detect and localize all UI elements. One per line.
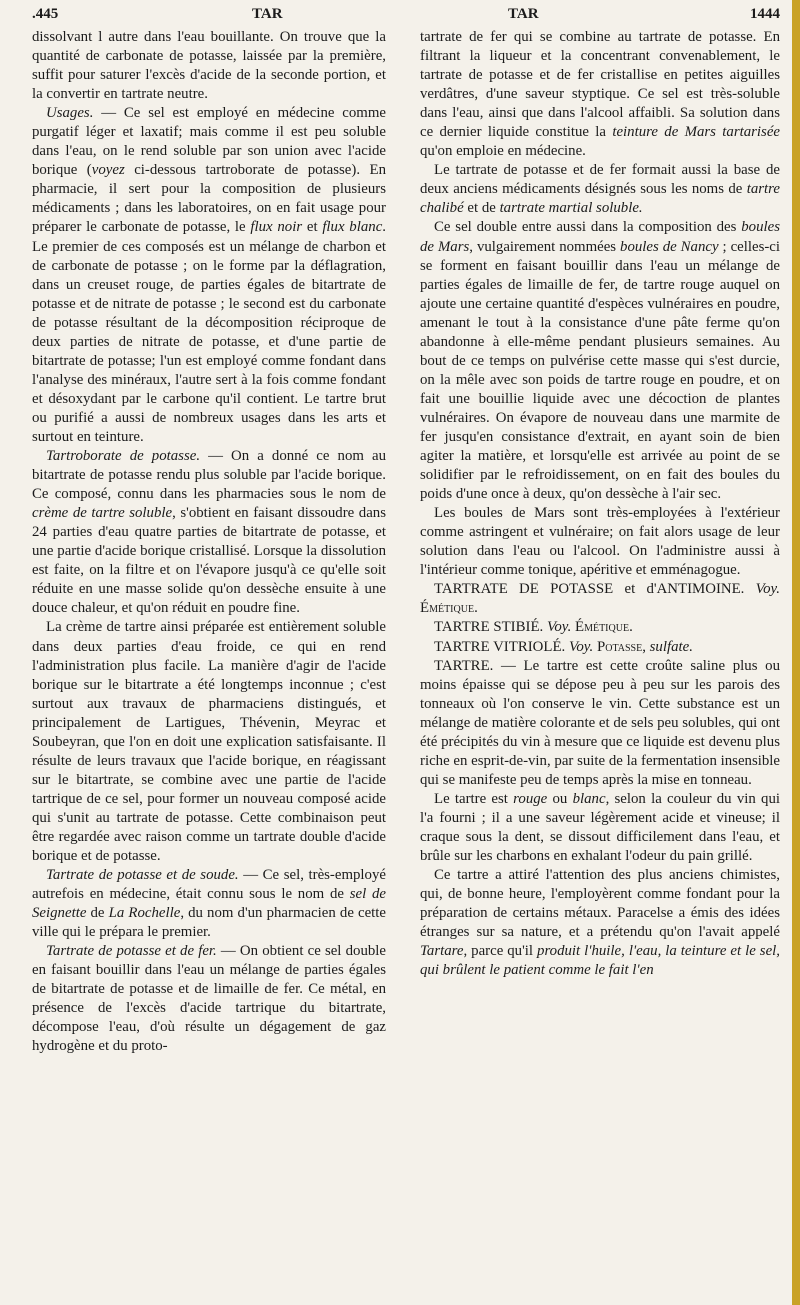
left-paragraph: dissolvant l autre dans l'eau bouillante. On trouve que la quantité de carbonate de potasse, laissée par la première, suffit pour saturer l'excès d'acide de la seconde portion, et la convertir en tartrate neutre. [32,29,386,103]
running-title-right: TAR [508,6,539,22]
left-paragraph: Usages. — Ce sel est employé en médecine comme purgatif léger et laxatif; mais comme il est peu soluble dans l'eau, on le rend soluble par son union avec l'acide borique (voyez ci-dessous tartroborate de potasse). En pharmacie, il sert pour la composition de plusieurs médicaments ; dans les laboratoires, on en fait usage pour préparer le carbonate de potasse, le flux noir et flux blanc. Le premier de ces composés est un mélange de charbon et de carbonate de potasse ; on le forme par la déflagration, dans un creuset rouge, de parties égales de bitartrate de potasse et de nitrate de potasse ; le second est du carbonate de potasse résultant de la décomposition réciproque de deux parties de nitrate de potasse, et d'une partie de bitartrate de potasse; l'un est employé comme fondant dans l'analyse des minéraux, l'autre sert à la fois comme fondant et désoxydant par le carbone qu'il contient. Le tartre brut ou purifié a aussi de nombreux usages dans les arts et surtout en teinture. [32,105,387,445]
right-paragraph: Le tartrate de potasse et de fer formait aussi la base de deux anciens médicaments désignés sous les noms de tartre chalibé et de tartrate martial soluble. [420,162,780,217]
page-edge-strip [792,0,800,1305]
right-paragraph: TARTRE VITRIOLÉ. Voy. Potasse, sulfate. [434,638,693,655]
left-paragraph: Tartroborate de potasse. — On a donné ce nom au bitartrate de potasse rendu plus soluble par l'acide borique. Ce composé, connu dans les pharmacies sous le nom de crème de tartre soluble, s'obtient en faisant dissoudre dans 24 parties d'eau quatre parties de bitartrate de potasse, et une partie d'acide borique cristallisé. Lorsque la dissolution est faite, on la filtre et on l'évapore jusqu'à ce qu'elle soit réduite en une masse solide qu'on dessèche ensuite à une douce chaleur, et qu'on réduit en poudre fine. [32,448,387,617]
running-title-left: TAR [252,6,283,22]
right-paragraph: TARTRATE DE POTASSE et d'ANTIMOINE. Voy. Émétique. [420,581,780,617]
right-paragraph: tartrate de fer qui se combine au tartrate de potasse. En filtrant la liqueur et la concentrant convenablement, le tartrate de potasse et de fer cristallise en petites aiguilles verdâtres, d'une saveur styptique. Ce sel est très-soluble dans l'eau, ainsi que dans l'alcool affaibli. Sa solution dans ce dernier liquide constitue la teinture de Mars tartarisée qu'on emploie en médecine. [420,29,780,160]
page-number-left: .445 [32,6,59,22]
right-paragraph: TARTRE STIBIÉ. Voy. Émétique. [434,619,633,636]
right-paragraph: Ce tartre a attiré l'attention des plus anciens chimistes, qui, de bonne heure, l'employèrent comme fondant pour la préparation de certains métaux. Paracelse a émis des idées étranges sur sa nature, et a prétendu qu'on l'avait appelé Tartare, parce qu'il produit l'huile, l'eau, la teinture et le sel, qui brûlent le patient comme le fait l'en [420,867,780,979]
running-header [32,6,780,28]
right-column [420,28,780,980]
right-paragraph: Les boules de Mars sont très-employées à l'extérieur comme astringent et vulnéraire; on fait alors usage de leur solution dans l'eau ou l'alcool. On l'administre aussi à l'intérieur comme tonique, apéritive et emménagogue. [420,505,780,579]
left-paragraph: Tartrate de potasse et de soude. — Ce sel, très-employé autrefois en médecine, était connu sous le nom de sel de Seignette de La Rochelle, du nom d'un pharmacien de cette ville qui le prépara le premier. [32,867,387,941]
left-paragraph: Tartrate de potasse et de fer. — On obtient ce sel double en faisant bouillir dans l'eau un mélange de parties égales de bitartrate de potasse et de limaille de fer. Ce métal, en présence de l'excès d'acide tartrique du bitartrate, décompose l'eau, d'où résulte un dégagement de gaz hydrogène et du proto- [32,943,386,1055]
right-paragraph: Le tartre est rouge ou blanc, selon la couleur du vin qui l'a fourni ; il a une saveur légèrement acide et vineuse; il craque sous la dent, se dissout difficilement dans l'eau, et brûle sur les charbons en exhalant l'odeur du pain grillé. [420,790,781,865]
left-column [32,28,386,1057]
right-paragraph: TARTRE. — Le tartre est cette croûte saline plus ou moins épaisse qui se dépose peu à peu sur les parois des tonneaux où l'on conserve le vin. Cette substance est un mélange de matière colorante et de sels peu solubles, qui ont été précipités du vin à mesure que ce liquide est devenu plus riche en esprit-de-vin, par suite de la fermentation insensible qui se manifeste peu de temps après la mise en tonneau. [420,657,780,788]
right-paragraph: Ce sel double entre aussi dans la composition des boules de Mars, vulgairement nommées boules de Nancy ; celles-ci se forment en faisant bouillir dans l'eau un mélange de parties égales de limaille de fer, de tartre rouge auquel on ajoute une certaine quantité d'espèces vulnéraires en poudre, amenant le tout à la consistance d'une pâte ferme qu'on abandonne à elle-même pendant plusieurs semaines. Au bout de ce temps on pulvérise cette masse qui s'est durcie, on la mêle avec son poids de tartre rouge en poudre, et on fait une bouillie liquide avec une décoction de plantes vulnéraires. On évapore de nouveau dans une marmite de fer jusqu'en consistance d'extrait, en ayant soin de bien agiter la matière, et lorsqu'elle est arrivée au point de se solidifier par le refroidissement, on en fait des boules du poids d'une once à deux, qu'on dessèche à l'air sec. [420,219,781,503]
page-number-right: 1444 [750,6,780,22]
left-paragraph: La crème de tartre ainsi préparée est entièrement soluble dans deux parties d'eau froide, ce qui en rend l'administration plus facile. La manière d'agir de l'acide borique sur le bitartrate a été longtemps inconnue ; c'est surtout aux travaux de pharmaciens distingués, et principalement de Lartigues, Thévenin, Meyrac et Soubeyran, que l'on en doit une explication satisfaisante. Il résulte de leurs travaux que l'acide borique, en réagissant sur le bitartrate, se combine avec une partie de l'acide tartrique de ce sel, pour former un nouveau composé acide qui s'unit au tartrate de potasse. Cette combinaison peut être regardée avec raison comme un tartrate double d'acide borique et de potasse. [32,619,386,865]
